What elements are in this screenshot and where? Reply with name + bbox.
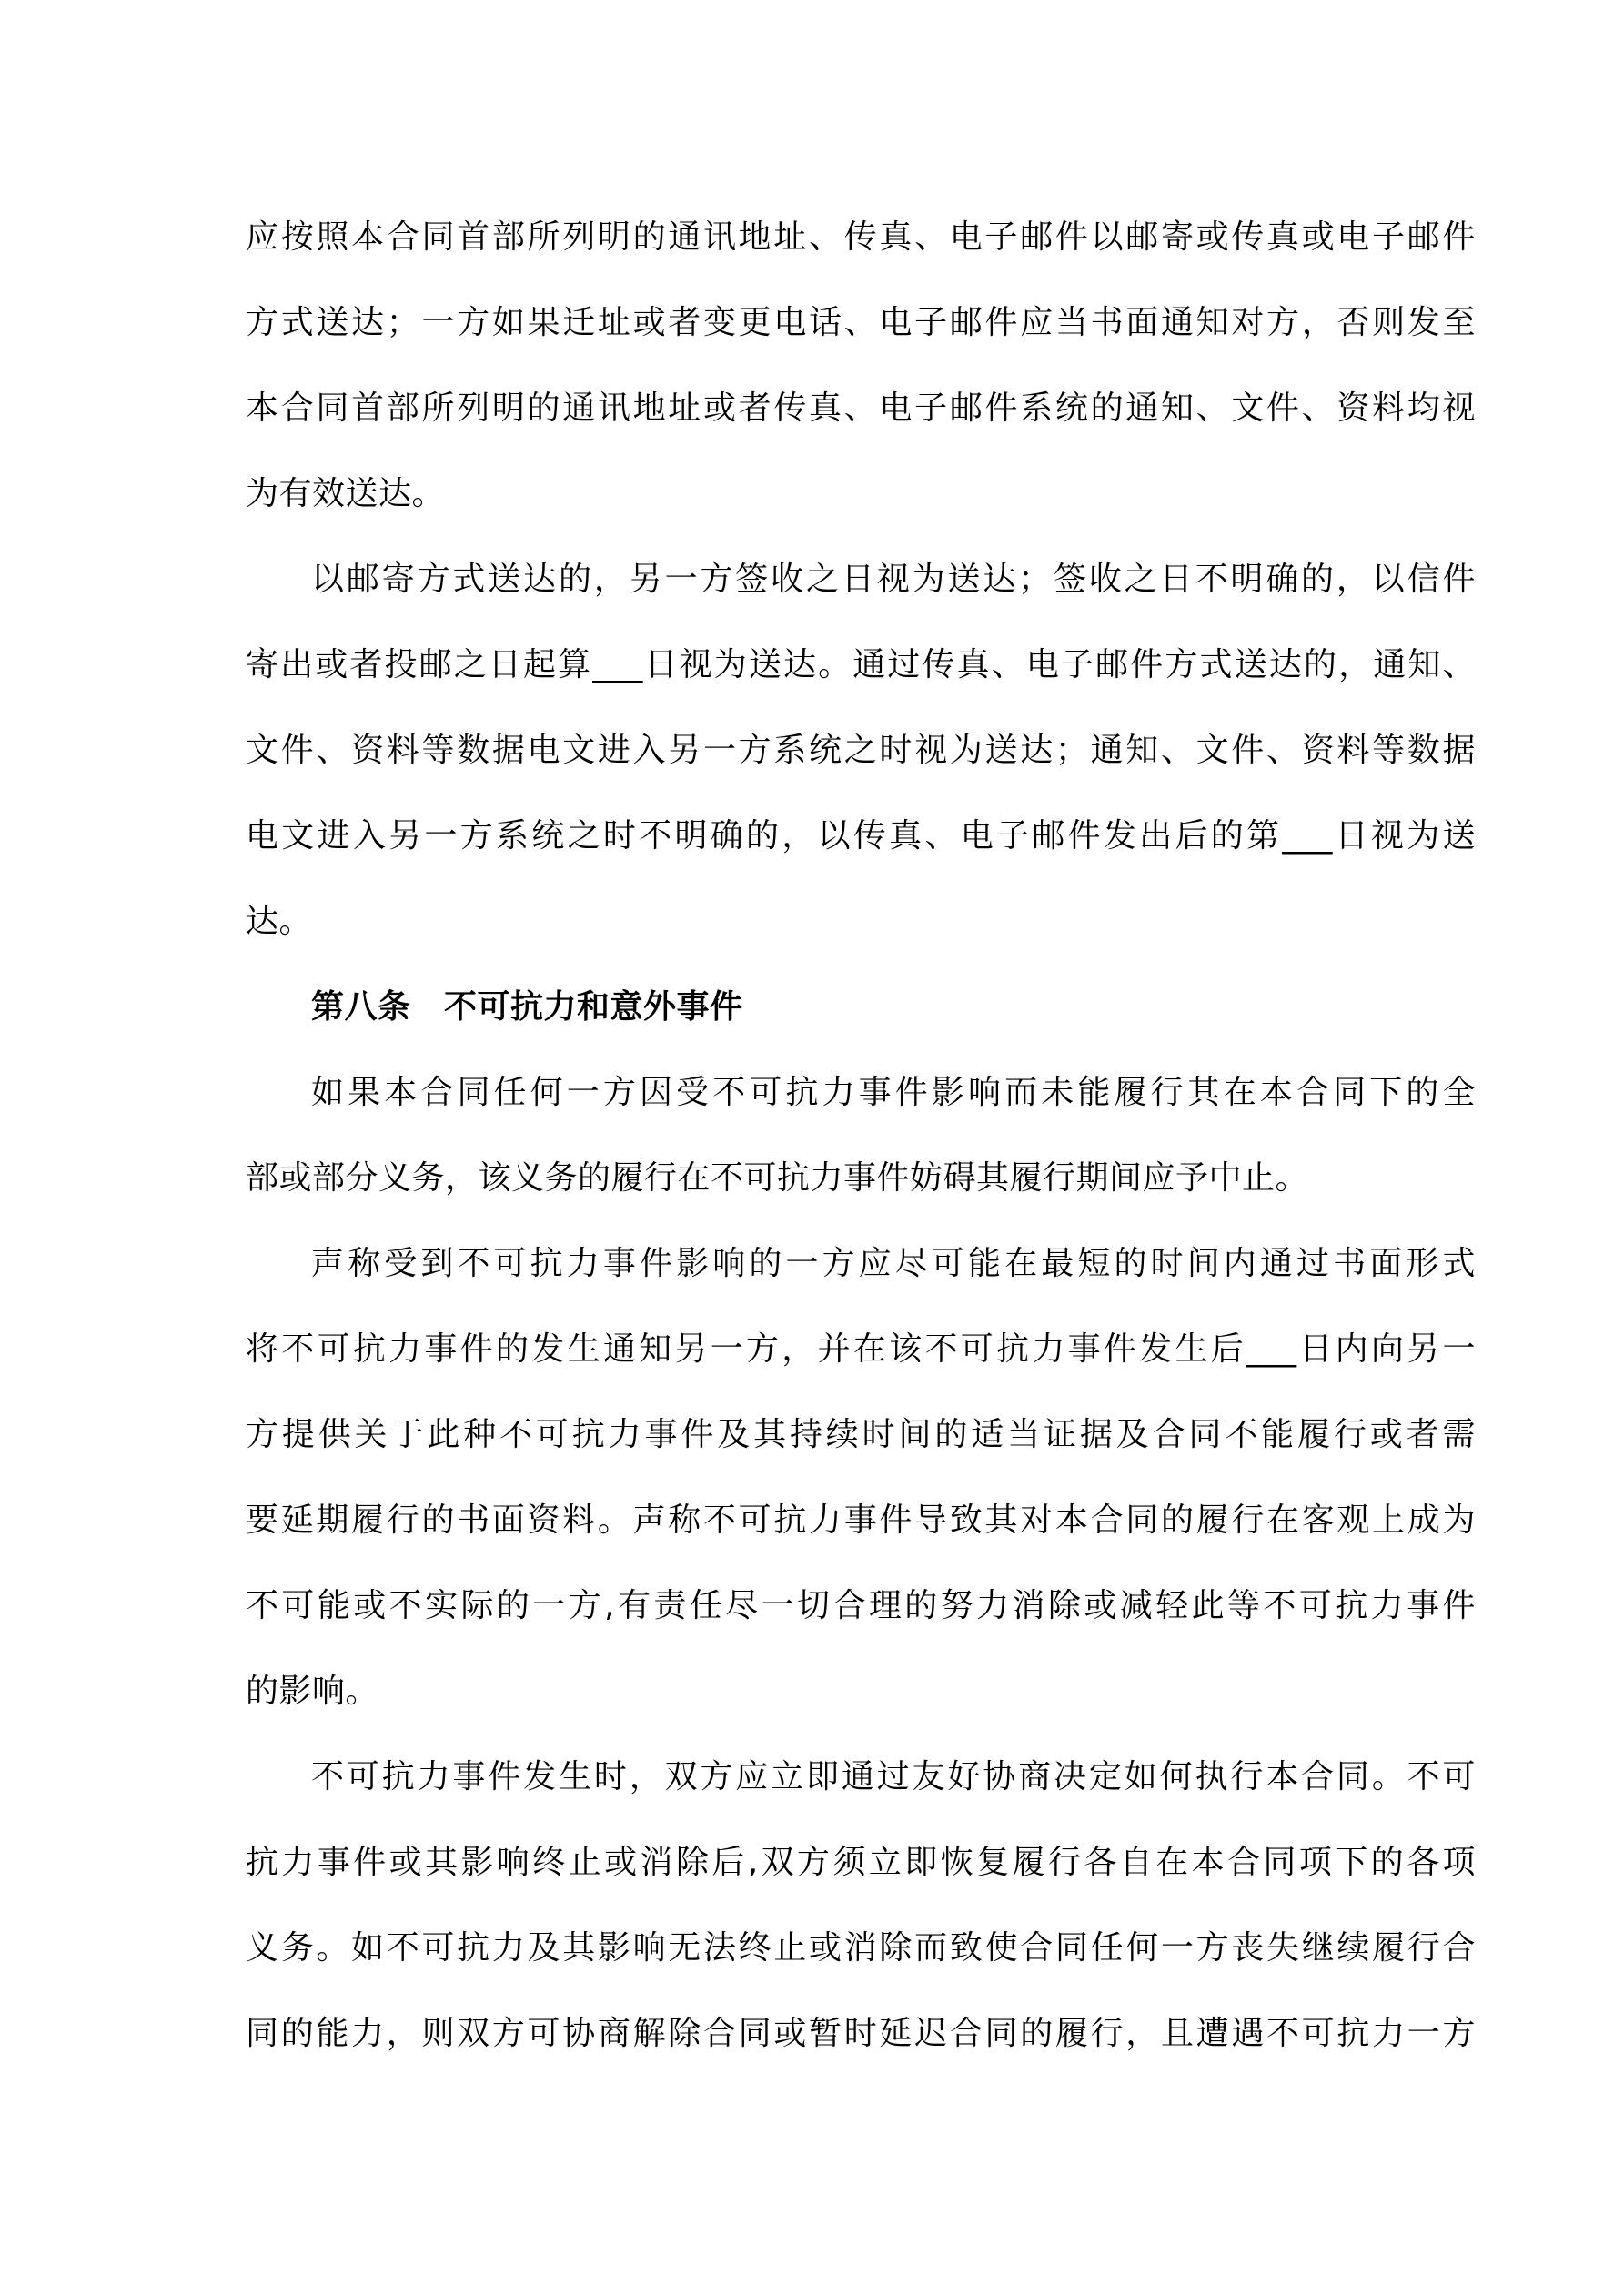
section-heading: 第八条 不可抗力和意外事件 (311, 988, 743, 1026)
text-line: 为有效送达。 (246, 475, 446, 512)
text-line: 的影响。 (246, 1673, 379, 1710)
text-line: 抗力事件或其影响终止或消除后,双方须立即恢复履行各自在本合同项下的各项 (246, 1844, 1476, 1881)
text-line: 如果本合同任何一方因受不可抗力事件影响而未能履行其在本合同下的全 (311, 1074, 1476, 1111)
text-line: 方提供关于此种不可抗力事件及其持续时间的适当证据及合同不能履行或者需 (246, 1416, 1476, 1453)
text-line: 应按照本合同首部所列明的通讯地址、传真、电子邮件以邮寄或传真或电子邮件 (246, 218, 1476, 256)
text-line: 不可抗力事件发生时，双方应立即通过友好协商决定如何执行本合同。不可 (311, 1758, 1476, 1795)
document-body (246, 195, 1476, 2077)
text-line: 电文进入另一方系统之时不明确的，以传真、电子邮件发出后的第___日视为送 (246, 817, 1476, 855)
text-line: 寄出或者投邮之日起算___日视为送达。通过传真、电子邮件方式送达的，通知、 (246, 646, 1476, 683)
text-line: 要延期履行的书面资料。声称不可抗力事件导致其对本合同的履行在客观上成为 (246, 1502, 1476, 1539)
text-line: 达。 (246, 903, 313, 940)
text-line: 同的能力，则双方可协商解除合同或暂时延迟合同的履行，且遭遇不可抗力一方 (246, 2015, 1476, 2052)
text-line: 声称受到不可抗力事件影响的一方应尽可能在最短的时间内通过书面形式 (311, 1245, 1476, 1282)
text-line: 本合同首部所列明的通讯地址或者传真、电子邮件系统的通知、文件、资料均视 (246, 389, 1476, 427)
text-line: 义务。如不可抗力及其影响无法终止或消除而致使合同任何一方丧失继续履行合 (246, 1929, 1476, 1967)
text-line: 部或部分义务，该义务的履行在不可抗力事件妨碍其履行期间应予中止。 (246, 1159, 1309, 1197)
text-line: 将不可抗力事件的发生通知另一方，并在该不可抗力事件发生后___日内向另一 (246, 1330, 1476, 1368)
text-line: 不可能或不实际的一方,有责任尽一切合理的努力消除或减轻此等不可抗力事件 (246, 1587, 1476, 1624)
text-line: 文件、资料等数据电文进入另一方系统之时视为送达；通知、文件、资料等数据 (246, 732, 1476, 769)
text-line: 方式送达；一方如果迁址或者变更电话、电子邮件应当书面通知对方，否则发至 (246, 304, 1476, 341)
text-line: 以邮寄方式送达的，另一方签收之日视为送达；签收之日不明确的，以信件 (311, 561, 1476, 598)
